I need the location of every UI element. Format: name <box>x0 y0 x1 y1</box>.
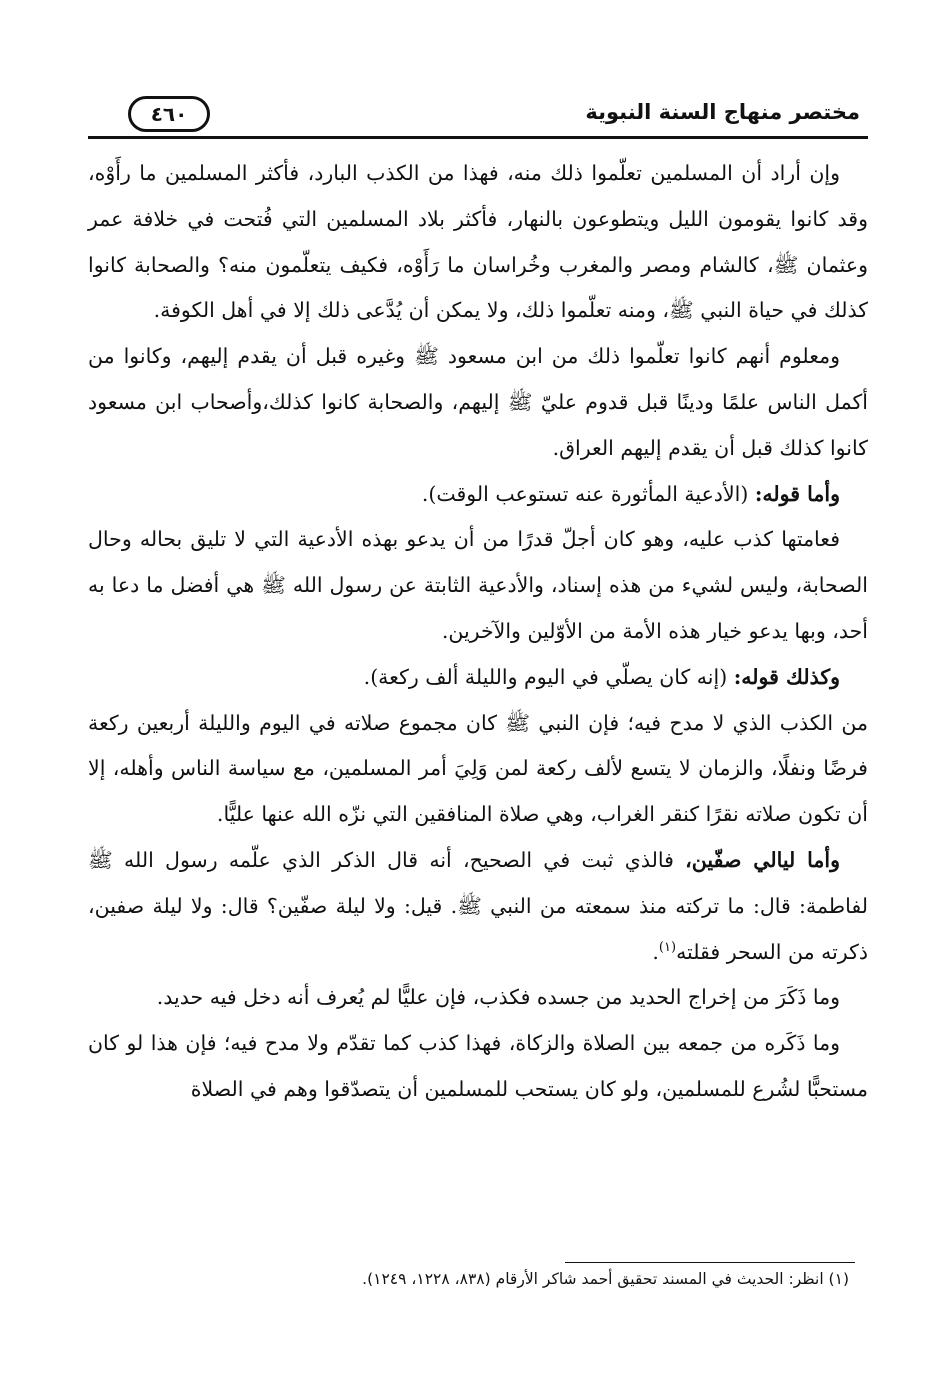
paragraph-text: وما ذَكَرَ من إخراج الحديد من جسده فكذب، فإن عليًّا لم يُعرف أنه دخل فيه حديد. <box>156 985 840 1010</box>
footnote-divider <box>565 1262 855 1263</box>
book-title: مختصر منهاج السنة النبوية <box>585 100 860 124</box>
paragraph <box>88 472 868 518</box>
paragraph-lead: وكذلك قوله: <box>733 664 840 689</box>
paragraph-lead: وأما ليالي صفّين، <box>685 847 840 872</box>
paragraph-text: فعامتها كذب عليه، وهو كان أجلّ قدرًا من أن يدعو بهذه الأدعية التي لا تليق بحاله وحال الصحابة، وليس لشيء من هذه إسناد، والأدعية الثابتة عن رسول الله ﷺ هي أفضل ما دعا به أحد، وبها يدعو خيار هذه الأمة من الأوّلين والآخرين. <box>88 527 868 643</box>
paragraph-text: وما ذَكَره من جمعه بين الصلاة والزكاة، فهذا كذب كما تقدّم ولا مدح فيه؛ فإن هذا لو كان مستحبًّا لشُرع للمسلمين، ولو كان يستحب للمسلمين أن يتصدّقوا وهم في الصلاة <box>88 1031 868 1101</box>
book-page <box>88 90 868 1113</box>
footnote-reference: (١) <box>658 939 677 955</box>
page-header <box>88 90 868 139</box>
paragraph-tail: . <box>652 939 659 964</box>
page-number-badge: ٤٦٠ <box>128 96 210 132</box>
paragraph <box>88 701 868 838</box>
paragraph <box>88 655 868 701</box>
paragraph <box>88 1021 868 1113</box>
paragraph <box>88 517 868 654</box>
paragraph <box>88 334 868 471</box>
paragraph-text: وإن أراد أن المسلمين تعلّموا ذلك منه، فهذا من الكذب البارد، فأكثر المسلمين ما رأَوْه، وقد كانوا يقومون الليل ويتطوعون بالنهار، فأكثر بلاد المسلمين التي فُتحت في خلافة عمر وعثمان ﷺ، كالشام ومصر والمغرب وخُراسان ما رَأَوْه، فكيف يتعلّمون منه؟ والصحابة كانوا كذلك في حياة النبي ﷺ، ومنه تعلّموا ذلك، ولا يمكن أن يُدَّعى ذلك إلا في أهل الكوفة. <box>88 161 868 323</box>
body-text <box>88 151 868 1113</box>
paragraph-text: فالذي ثبت في الصحيح، أنه قال الذكر الذي علّمه رسول الله ﷺ لفاطمة: قال: ما تركته منذ سمعته من النبي ﷺ. قيل: ولا ليلة صفّين؟ قال: ولا ليلة صفين، ذكرته من السحر فقلته <box>88 847 868 964</box>
paragraph <box>88 975 868 1021</box>
paragraph-text: ومعلوم أنهم كانوا تعلّموا ذلك من ابن مسعود ﷺ وغيره قبل أن يقدم إليهم، وكانوا من أكمل الناس علمًا ودينًا قبل قدوم عليّ ﷺ إليهم، والصحابة كانوا كذلك،وأصحاب ابن مسعود كانوا كذلك قبل أن يقدم إليهم العراق. <box>88 344 868 460</box>
paragraph-lead: وأما قوله: <box>754 481 840 506</box>
paragraph-text: (الأدعية المأثورة عنه تستوعب الوقت). <box>421 481 755 506</box>
footnote: (١) انظر: الحديث في المسند تحقيق أحمد شاكر الأرقام (٨٣٨، ١٢٢٨، ١٢٤٩). <box>362 1270 849 1288</box>
paragraph-text: (إنه كان يصلّي في اليوم والليلة ألف ركعة). <box>363 664 734 689</box>
paragraph-text: من الكذب الذي لا مدح فيه؛ فإن النبي ﷺ كان مجموع صلاته في اليوم والليلة أربعين ركعة فرضًا ونفلًا، والزمان لا يتسع لألف ركعة لمن وَلِيَ أمر المسلمين، مع سياسة الناس وأهله، إلا أن تكون صلاته نقرًا كنقر الغراب، وهي صلاة المنافقين التي نزّه الله عنها عليًّا. <box>88 710 868 827</box>
paragraph <box>88 838 868 975</box>
paragraph <box>88 151 868 334</box>
